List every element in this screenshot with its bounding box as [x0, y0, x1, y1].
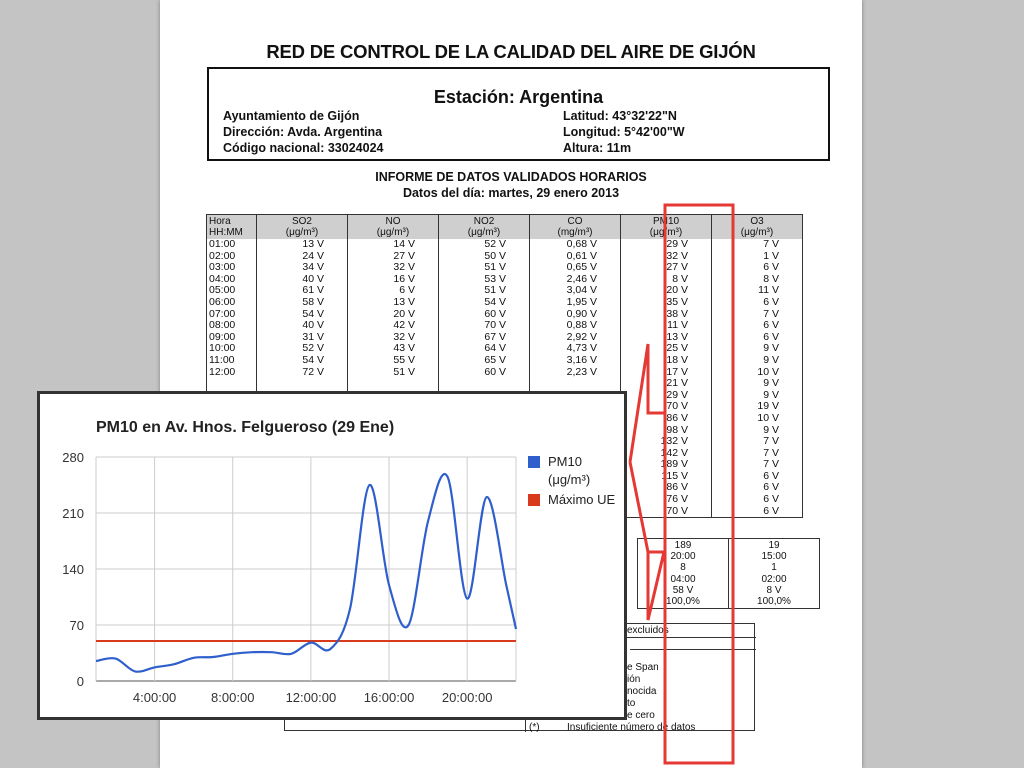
table-cell: 64 V [439, 343, 530, 355]
table-cell-hour: 08:00 [207, 320, 257, 332]
chart-grid [96, 457, 516, 681]
table-cell: 13 V [257, 239, 348, 251]
table-cell: 51 V [439, 285, 530, 297]
document-title: RED DE CONTROL DE LA CALIDAD DEL AIRE DE GIJÓN [266, 41, 756, 62]
table-cell: 58 V [257, 297, 348, 309]
table-cell: 67 V [439, 332, 530, 344]
table-cell: 2,46 V [530, 274, 621, 286]
table-cell: 9 V [712, 390, 803, 402]
table-cell-hour: 10:00 [207, 343, 257, 355]
table-cell: 6 V [712, 332, 803, 344]
table-cell: 51 V [439, 262, 530, 274]
legend-item: e Span [627, 662, 659, 673]
report-date: Datos del día: martes, 29 enero 2013 [402, 186, 620, 200]
stats-pm10: 189 20:00 8 04:00 58 V 100,0% [638, 539, 729, 609]
x-tick-label: 8:00:00 [211, 690, 255, 705]
table-cell: 54 V [257, 309, 348, 321]
annotation-arrow [630, 462, 664, 620]
table-cell: 52 V [257, 343, 348, 355]
legend-item-insufficient: Insuficiente número de datos [567, 722, 696, 733]
y-tick-label: 280 [62, 450, 84, 465]
report-title: INFORME DE DATOS VALIDADOS HORARIOS [375, 170, 647, 184]
table-cell: 35 V [621, 297, 712, 309]
legend-item: to [627, 698, 636, 709]
table-cell: 189 V [621, 459, 712, 471]
table-cell: 0,88 V [530, 320, 621, 332]
table-cell: 54 V [439, 297, 530, 309]
address: Dirección: Avda. Argentina [223, 125, 383, 139]
legend-label-maximo-ue: Máximo UE [548, 492, 616, 507]
table-cell-hour: 02:00 [207, 251, 257, 263]
legend-swatch-pm10 [528, 456, 540, 468]
table-cell: 13 V [348, 297, 439, 309]
table-cell-hour: 01:00 [207, 239, 257, 251]
y-tick-label: 140 [62, 562, 84, 577]
station-name: Estación: Argentina [433, 87, 604, 107]
table-cell: 32 V [348, 332, 439, 344]
table-cell: 60 V [439, 309, 530, 321]
table-cell: 50 V [439, 251, 530, 263]
table-cell: 115 V [621, 471, 712, 483]
y-tick-label: 210 [62, 506, 84, 521]
table-cell: 1,95 V [530, 297, 621, 309]
table-cell: 7 V [712, 239, 803, 251]
chart-title: PM10 en Av. Hnos. Felgueroso (29 Ene) [96, 419, 395, 436]
table-cell: 4,73 V [530, 343, 621, 355]
table-cell: 70 V [621, 401, 712, 413]
x-axis-ticks [133, 690, 493, 705]
table-cell: 3,16 V [530, 355, 621, 367]
table-cell: 16 V [348, 274, 439, 286]
table-cell: 6 V [348, 285, 439, 297]
table-cell: 10 V [712, 367, 803, 379]
table-cell: 40 V [257, 274, 348, 286]
table-cell: 7 V [712, 459, 803, 471]
longitude: Longitud: 5°42'00"W [563, 125, 685, 139]
table-cell: 132 V [621, 436, 712, 448]
latitude: Latitud: 43°32'22"N [563, 109, 677, 123]
table-cell-hour: 04:00 [207, 274, 257, 286]
x-tick-label: 16:00:00 [363, 690, 415, 705]
table-cell: 42 V [348, 320, 439, 332]
table-cell: 3,04 V [530, 285, 621, 297]
table-cell: 13 V [621, 332, 712, 344]
table-cell: 98 V [621, 425, 712, 437]
table-cell: 20 V [621, 285, 712, 297]
series-line-pm10 [96, 474, 516, 672]
table-cell: 8 V [712, 274, 803, 286]
table-cell: 51 V [348, 367, 439, 379]
table-cell: 25 V [621, 343, 712, 355]
national-code: Código nacional: 33024024 [223, 141, 384, 155]
legend-item: e cero [627, 710, 655, 721]
legend-swatch-maximo-ue [528, 494, 540, 506]
table-cell: 21 V [621, 378, 712, 390]
table-cell: 0,61 V [530, 251, 621, 263]
table-cell: 2,23 V [530, 367, 621, 379]
table-cell: 54 V [257, 355, 348, 367]
table-cell-hour: 05:00 [207, 285, 257, 297]
legend-label-pm10: PM10 [548, 454, 582, 469]
annotation-arrow [630, 344, 664, 462]
chart-legend [528, 454, 616, 507]
municipality: Ayuntamiento de Gijón [223, 109, 360, 123]
altitude: Altura: 11m [563, 141, 632, 155]
table-cell: 27 V [348, 251, 439, 263]
table-cell: 61 V [257, 285, 348, 297]
table-cell: 86 V [621, 482, 712, 494]
table-cell: 40 V [257, 320, 348, 332]
table-cell: 76 V [621, 494, 712, 506]
table-cell: 55 V [348, 355, 439, 367]
table-cell-hour: 06:00 [207, 297, 257, 309]
x-tick-label: 4:00:00 [132, 690, 177, 705]
table-cell: 11 V [712, 285, 803, 297]
table-cell: 6 V [712, 297, 803, 309]
header-no: NO (μg/m³) [348, 215, 439, 240]
table-cell: 34 V [257, 262, 348, 274]
header-o3: O3 (μg/m³) [712, 215, 803, 240]
table-cell: 86 V [621, 413, 712, 425]
table-cell: 38 V [621, 309, 712, 321]
table-cell: 6 V [712, 262, 803, 274]
table-cell: 0,68 V [530, 239, 621, 251]
table-cell: 6 V [712, 482, 803, 494]
table-cell: 7 V [712, 448, 803, 460]
legend-mark: (*) [529, 722, 540, 733]
table-cell: 43 V [348, 343, 439, 355]
y-axis-ticks [62, 450, 84, 689]
header-hora: Hora HH:MM [207, 215, 257, 240]
table-cell: 8 V [621, 274, 712, 286]
table-cell: 6 V [712, 471, 803, 483]
table-cell: 9 V [712, 343, 803, 355]
table-cell: 14 V [348, 239, 439, 251]
table-cell: 9 V [712, 425, 803, 437]
table-cell: 9 V [712, 355, 803, 367]
pm10-highlight-box [665, 205, 733, 763]
table-cell: 0,90 V [530, 309, 621, 321]
table-cell: 32 V [621, 251, 712, 263]
table-cell: 24 V [257, 251, 348, 263]
table-cell: 70 V [439, 320, 530, 332]
legend-header: excluidos [627, 625, 669, 636]
table-cell: 70 V [621, 506, 712, 518]
table-cell: 31 V [257, 332, 348, 344]
x-tick-label: 20:00:00 [441, 690, 493, 705]
table-cell: 10 V [712, 413, 803, 425]
header-no2: NO2 (μg/m³) [439, 215, 530, 240]
table-cell: 32 V [348, 262, 439, 274]
table-cell: 142 V [621, 448, 712, 460]
pm10-chart [40, 394, 624, 717]
table-cell-hour: 03:00 [207, 262, 257, 274]
table-cell: 7 V [712, 309, 803, 321]
legend-item: ión [627, 674, 641, 685]
pm10-chart-card [37, 391, 627, 720]
table-cell: 6 V [712, 320, 803, 332]
table-cell: 1 V [712, 251, 803, 263]
legend-item: nocida [627, 686, 657, 697]
y-tick-label: 0 [76, 674, 84, 689]
table-cell-hour: 07:00 [207, 309, 257, 321]
table-cell: 2,92 V [530, 332, 621, 344]
table-cell: 19 V [712, 401, 803, 413]
table-cell: 72 V [257, 367, 348, 379]
table-cell-hour: 12:00 [207, 367, 257, 379]
x-tick-label: 12:00:00 [285, 690, 337, 705]
table-cell: 6 V [712, 506, 803, 518]
table-cell: 27 V [621, 262, 712, 274]
table-cell: 29 V [621, 390, 712, 402]
table-cell: 6 V [712, 494, 803, 506]
table-cell: 17 V [621, 367, 712, 379]
table-cell: 20 V [348, 309, 439, 321]
table-cell: 0,65 V [530, 262, 621, 274]
header-co: CO (mg/m³) [530, 215, 621, 240]
table-cell: 65 V [439, 355, 530, 367]
table-cell: 18 V [621, 355, 712, 367]
legend-unit-pm10: (μg/m³) [548, 472, 591, 487]
table-cell: 9 V [712, 378, 803, 390]
table-cell: 53 V [439, 274, 530, 286]
table-cell: 7 V [712, 436, 803, 448]
stats-o3: 19 15:00 1 02:00 8 V 100,0% [729, 539, 820, 609]
table-cell: 29 V [621, 239, 712, 251]
y-tick-label: 70 [69, 618, 84, 633]
header-pm10: PM10 (μg/m³) [621, 215, 712, 240]
table-cell: 11 V [621, 320, 712, 332]
header-so2: SO2 (μg/m³) [257, 215, 348, 240]
table-cell-hour: 09:00 [207, 332, 257, 344]
table-cell-hour: 11:00 [207, 355, 257, 367]
table-cell: 52 V [439, 239, 530, 251]
table-cell: 60 V [439, 367, 530, 379]
